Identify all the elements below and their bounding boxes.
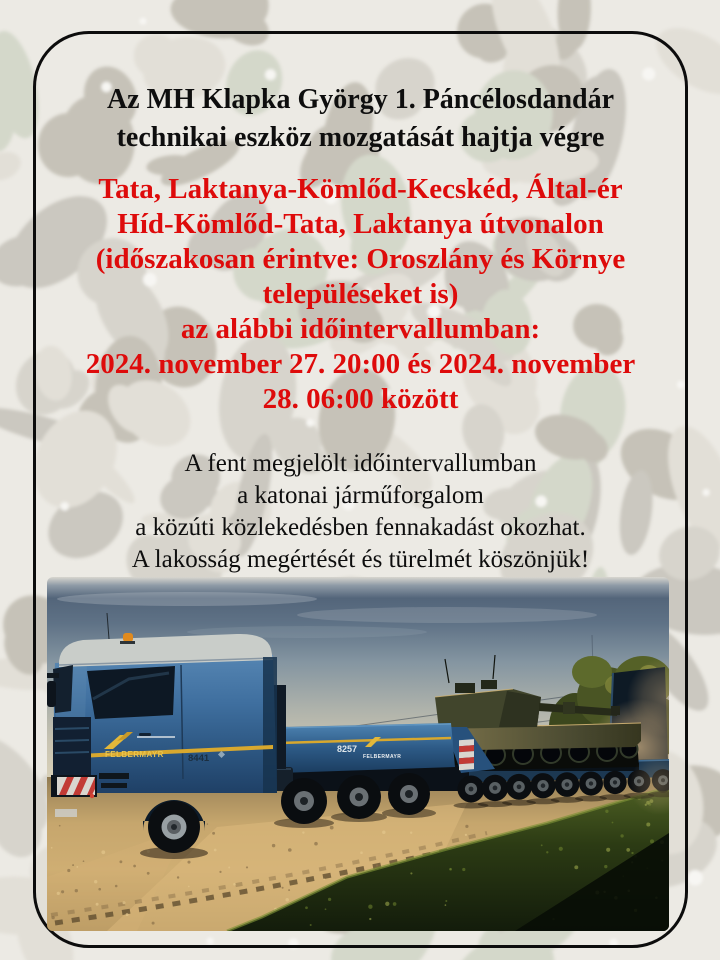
title-line-2: technikai eszköz mozgatását hajtja végre [116, 122, 605, 153]
interval-line-2: 28. 06:00 között [262, 383, 459, 415]
notice-line-3: a közúti közlekedésben fennakadást okozhat. [135, 514, 586, 541]
bumper-chevron [57, 777, 95, 795]
route-alert [36, 172, 685, 417]
gooseneck-hazard-stripes [459, 739, 474, 770]
license-plate [55, 809, 77, 817]
interval-intro: az alábbi időintervallumban: [180, 313, 541, 345]
notice-line-4: A lakosság megértését és türelmét köszönjük! [131, 546, 590, 573]
route-line-3: (időszakosan érintve: Oroszlány és Környe [95, 243, 626, 275]
title-line-1: Az MH Klapka György 1. Páncélosdandár [106, 84, 615, 115]
announcement-card [33, 31, 688, 948]
truck-brand-text: FELBERMAYR [105, 750, 164, 759]
traffic-notice [36, 448, 685, 576]
front-grille [53, 717, 91, 775]
notice-line-2: a katonai járműforgalom [237, 482, 484, 509]
interval-line-1: 2024. november 27. 20:00 és 2024. november [85, 348, 636, 380]
route-line-1: Tata, Laktanya-Kömlőd-Kecskéd, Által-ér [98, 173, 623, 205]
truck-number-text: 8441 [188, 753, 210, 764]
trailer-number-text: 8257 [337, 744, 358, 754]
transport-photo [47, 577, 669, 931]
route-line-2: Híd-Kömlőd-Tata, Laktanya útvonalon [117, 208, 604, 240]
door-handle [139, 733, 151, 736]
marker-light [90, 794, 94, 798]
front-wheel [148, 801, 200, 853]
notice-line-1: A fent megjelölt időintervallumban [184, 450, 537, 477]
warning-beacon [123, 633, 133, 642]
poster-title [36, 81, 685, 157]
route-line-4: településeket is) [262, 278, 459, 310]
gooseneck-brand-text: FELBERMAYR [363, 754, 402, 760]
